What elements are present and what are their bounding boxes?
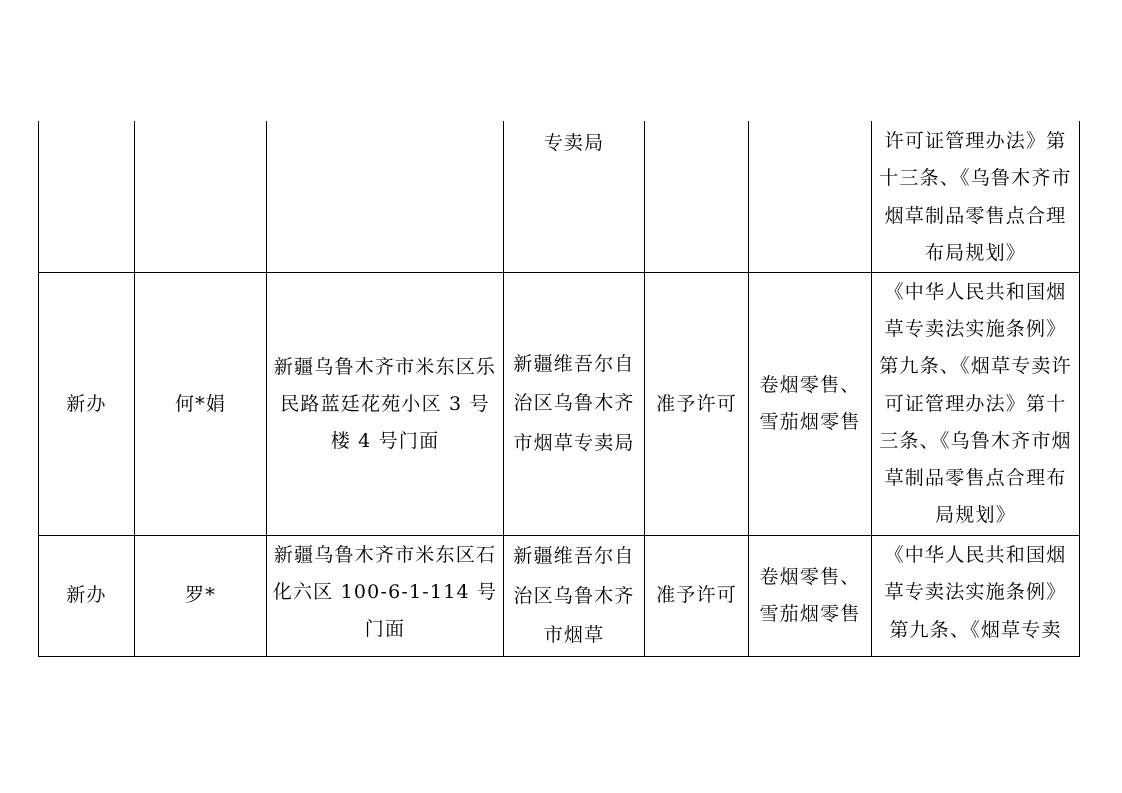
name-cell: 罗*: [135, 536, 267, 657]
decision-cell: 准予许可: [645, 273, 749, 536]
type-cell: 新办: [39, 273, 135, 536]
decision-cell: [645, 121, 749, 273]
name-cell: [135, 121, 267, 273]
license-table: [38, 121, 1080, 657]
scope-cell: 卷烟零售、雪茄烟零售: [749, 536, 872, 657]
address-cell: 新疆乌鲁木齐市米东区乐民路蓝廷花苑小区 3 号楼 4 号门面: [267, 273, 504, 536]
table-row: [39, 273, 1080, 536]
basis-cell: 《中华人民共和国烟草专卖法实施条例》第九条、《烟草专卖许可证管理办法》第十三条、《乌鲁木齐市烟草制品零售点合理布局规划》: [872, 273, 1080, 536]
name-cell: 何*娟: [135, 273, 267, 536]
table-row: [39, 121, 1080, 273]
basis-cell: 许可证管理办法》第十三条、《乌鲁木齐市烟草制品零售点合理布局规划》: [872, 121, 1080, 273]
type-cell: [39, 121, 135, 273]
scope-cell: [749, 121, 872, 273]
type-cell: 新办: [39, 536, 135, 657]
decision-cell: 准予许可: [645, 536, 749, 657]
authority-cell: 专卖局: [504, 121, 645, 273]
authority-cell: 新疆维吾尔自治区乌鲁木齐市烟草专卖局: [504, 273, 645, 536]
address-cell: 新疆乌鲁木齐市米东区石化六区 100-6-1-114 号门面: [267, 536, 504, 657]
address-cell: [267, 121, 504, 273]
authority-cell: 新疆维吾尔自治区乌鲁木齐市烟草: [504, 536, 645, 657]
table-row: [39, 536, 1080, 657]
basis-cell: 《中华人民共和国烟草专卖法实施条例》第九条、《烟草专卖: [872, 536, 1080, 657]
scope-cell: 卷烟零售、雪茄烟零售: [749, 273, 872, 536]
